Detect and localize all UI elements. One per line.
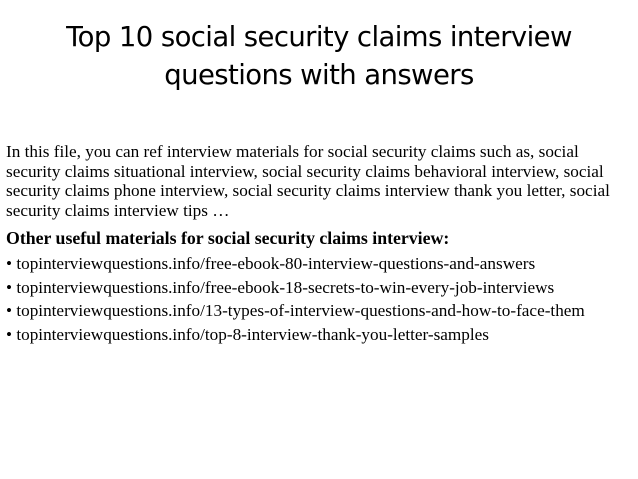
resource-link-list [6,254,632,344]
list-item [6,301,632,321]
section-heading: Other useful materials for social security claims interview: [6,228,450,248]
bullet-icon: • [6,301,13,320]
bullet-icon: • [6,324,13,344]
bullet-icon: • [6,254,13,273]
resource-link[interactable]: topinterviewquestions.info/top-8-interview-thank-you-letter-samples [16,324,489,344]
content-body [6,142,632,348]
list-item [6,254,632,274]
resource-link[interactable]: topinterviewquestions.info/free-ebook-18-secrets-to-win-every-job-interviews [16,277,555,297]
resource-link[interactable]: topinterviewquestions.info/free-ebook-80-interview-questions-and-answers [16,254,536,273]
list-item [6,325,632,345]
intro-paragraph: In this file, you can ref interview materials for social security claims such as, social security claims situational interview, social security claims behavioral interview, social security claims phone interview, social security claims interview thank you letter, social security claims interview tips … [6,142,610,220]
page-title: Top 10 social security claims interview questions with answers [66,21,572,91]
resource-link[interactable]: topinterviewquestions.info/13-types-of-interview-questions-and-how-to-face-them [16,301,585,320]
list-item [6,278,632,298]
bullet-icon: • [6,277,13,297]
